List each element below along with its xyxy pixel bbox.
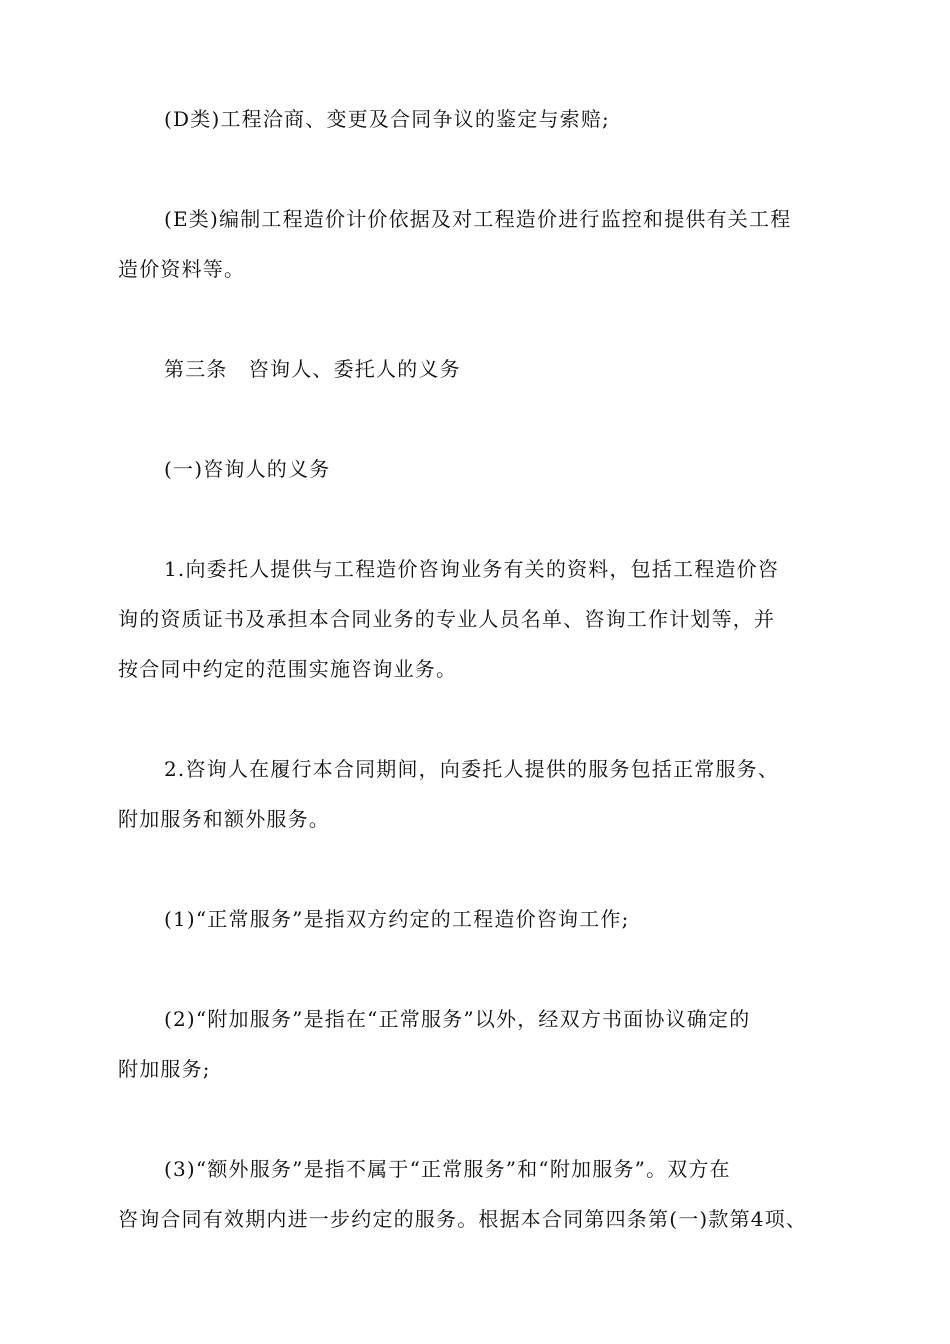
text-line: 1.向委托人提供与工程造价咨询业务有关的资料，包括工程造价咨 — [164, 557, 780, 581]
paragraph-item-1 — [118, 544, 838, 694]
text-line: (1)“正常服务”是指双方约定的工程造价咨询工作; — [164, 907, 630, 931]
text-line: 2.咨询人在履行本合同期间，向委托人提供的服务包括正常服务、 — [164, 757, 780, 781]
text-line: 询的资质证书及承担本合同业务的专业人员名单、咨询工作计划等，并 — [118, 607, 776, 631]
text-line: 咨询合同有效期内进一步约定的服务。根据本合同第四条第(一)款第4项、 — [118, 1207, 808, 1231]
text-line: 造价资料等。 — [118, 257, 246, 281]
text-line: 附加服务和额外服务。 — [118, 807, 330, 831]
text-line: (3)“额外服务”是指不属于“正常服务”和“附加服务”。双方在 — [164, 1157, 731, 1181]
text-line: (2)“附加服务”是指在“正常服务”以外，经双方书面协议确定的 — [164, 1007, 751, 1031]
paragraph-e-class — [118, 194, 838, 294]
text-line: (E类)编制工程造价计价依据及对工程造价进行监控和提供有关工程 — [164, 207, 792, 231]
paragraph-normal-service — [118, 894, 838, 944]
paragraph-additional-service — [118, 994, 838, 1094]
paragraph-extra-service — [118, 1144, 838, 1244]
text-line: (一)咨询人的义务 — [164, 457, 331, 481]
paragraph-d-class — [118, 94, 838, 144]
text-line: 第三条 咨询人、委托人的义务 — [164, 357, 461, 381]
text-line: 按合同中约定的范围实施咨询业务。 — [118, 657, 458, 681]
text-line: 附加服务; — [118, 1057, 211, 1081]
section-consultant-obligations — [118, 444, 838, 494]
text-line: (D类)工程洽商、变更及合同争议的鉴定与索赔; — [164, 107, 610, 131]
paragraph-item-2 — [118, 744, 838, 844]
article-three-heading — [118, 344, 838, 394]
